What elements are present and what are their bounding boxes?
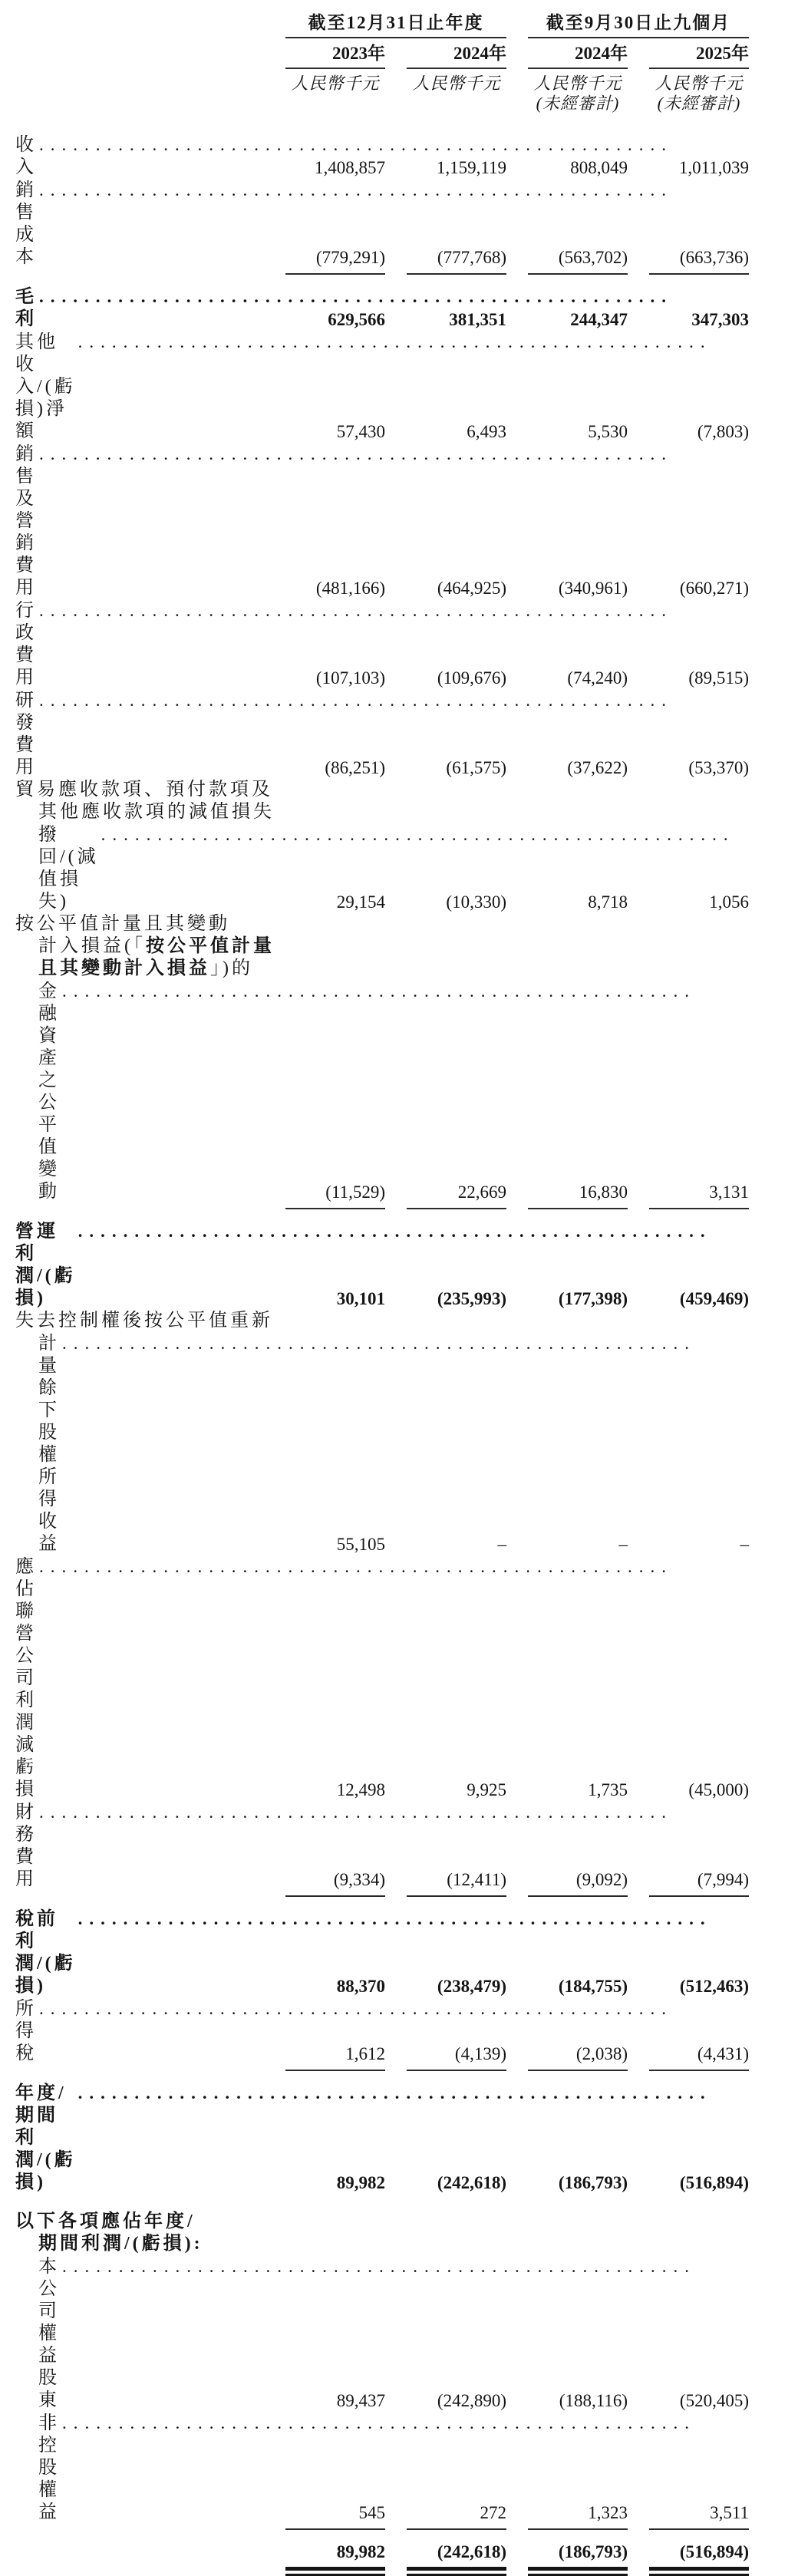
value-rd-expenses-col2: (61,575) — [446, 758, 506, 777]
row-label-line — [15, 935, 276, 958]
row-values — [285, 667, 749, 689]
label-text: 年度/期間利潤/(虧損) — [15, 2083, 76, 2192]
row-label — [15, 134, 276, 179]
row-label-line — [15, 958, 276, 980]
value-income-tax-col3: (2,038) — [528, 2043, 628, 2065]
value-remeasurement-gain-col3: – — [618, 1535, 628, 1554]
value-admin-expenses-col2: (109,676) — [437, 668, 506, 688]
value-profit-before-tax-col1: 88,370 — [336, 1977, 385, 1996]
row-label — [15, 1997, 276, 2065]
row-label — [15, 179, 276, 269]
row-values — [285, 1533, 749, 1555]
label-text: 毛利 — [15, 287, 37, 329]
label-text: 行政費用 — [15, 601, 37, 688]
row-values — [285, 1181, 749, 1203]
dot-leader — [62, 2412, 696, 2434]
value-cost-of-sales-col3: (563,702) — [528, 246, 628, 269]
label-text: 銷售及營銷費用 — [15, 444, 37, 598]
row-label-line — [15, 1220, 276, 1310]
dot-leader — [101, 823, 735, 846]
value-operating-profit-col3: (177,398) — [558, 1289, 628, 1308]
period-group-row — [285, 12, 798, 38]
value-revenue-col4: 1,011,039 — [678, 158, 749, 177]
label-text: 其他應收款項的減值損失 — [38, 802, 275, 822]
row-label — [15, 2255, 276, 2412]
value-profit-before-tax-col2: (238,479) — [437, 1977, 506, 1996]
row-label — [15, 913, 276, 1203]
value-total-profit-col1: 89,982 — [285, 2541, 385, 2563]
table-row-income-tax — [15, 1997, 798, 2065]
row-values — [285, 157, 749, 179]
value-non-controlling-interests-col1: 545 — [285, 2502, 385, 2524]
row-label — [15, 689, 276, 779]
value-other-income-net-col2: 6,493 — [467, 422, 506, 441]
row-label-line — [15, 2233, 276, 2255]
row-label — [15, 779, 276, 913]
note-col-2 — [407, 94, 506, 114]
table-row-profit-before-tax — [15, 1908, 798, 1997]
row-label-line — [15, 1555, 276, 1801]
value-fvtpl-fair-value-change-col1: (11,529) — [285, 1181, 385, 1203]
table-row-profit-for-period — [15, 2082, 798, 2194]
table-row-selling-marketing-expenses — [15, 443, 798, 599]
value-other-income-net-col4: (7,803) — [697, 422, 749, 441]
value-share-of-associates-col3: 1,735 — [588, 1780, 628, 1799]
table-row-finance-costs — [15, 1801, 798, 1891]
value-finance-costs-col4: (7,994) — [649, 1869, 749, 1891]
value-impairment-reversal-col1: 29,154 — [336, 892, 385, 912]
table-row-operating-profit — [15, 1220, 798, 1310]
dot-leader — [39, 689, 673, 711]
row-values — [285, 2502, 749, 2524]
row-values — [285, 2172, 749, 2194]
table-row-total-profit — [15, 2541, 798, 2563]
table-row-equity-shareholders — [15, 2255, 798, 2412]
dot-leader — [39, 443, 673, 465]
row-label — [15, 331, 276, 443]
value-selling-marketing-expenses-col3: (340,961) — [558, 579, 628, 598]
value-profit-for-period-col4: (516,894) — [679, 2173, 749, 2192]
table-row-cost-of-sales — [15, 179, 798, 269]
value-remeasurement-gain-col4: – — [740, 1535, 749, 1554]
row-label-line — [15, 823, 276, 913]
row-label-line — [15, 134, 276, 179]
row-label — [15, 2082, 276, 2194]
value-income-tax-col2: (4,139) — [407, 2043, 506, 2065]
label-text: 銷售成本 — [15, 180, 37, 267]
row-label — [15, 2412, 276, 2524]
table-row-admin-expenses — [15, 599, 798, 689]
row-values — [285, 1779, 749, 1801]
label-text: 貿易應收款項、預付款項及 — [15, 780, 273, 800]
row-label — [15, 1310, 276, 1555]
dot-leader — [39, 1801, 673, 1823]
row-values — [285, 757, 749, 779]
value-finance-costs-col1: (9,334) — [285, 1869, 385, 1891]
row-label-line — [15, 285, 276, 331]
label-text: 金融資產之公平值變動 — [38, 981, 60, 1202]
row-label — [15, 1801, 276, 1891]
label-text: 所得稅 — [15, 1999, 37, 2063]
row-values — [285, 1975, 749, 1997]
unit-col-2: 人民幣千元 — [412, 74, 501, 93]
value-finance-costs-col3: (9,092) — [528, 1869, 628, 1891]
label-text: 計入損益(「 — [38, 936, 146, 956]
row-label-line — [15, 913, 276, 935]
table-row-other-income-net — [15, 331, 798, 443]
row-values — [285, 2541, 749, 2563]
label-text: 按公平值計量且其變動 — [15, 914, 230, 934]
row-values — [285, 2390, 749, 2412]
value-profit-for-period-col1: 89,982 — [336, 2173, 385, 2192]
row-label-line — [15, 2255, 276, 2412]
row-label-line — [15, 779, 276, 801]
dot-leader — [39, 599, 673, 622]
year-header-row — [285, 38, 798, 69]
period-group-annual: 截至12月31日止年度 — [285, 12, 506, 38]
label-text: 按公平值計量 — [146, 936, 275, 956]
value-revenue-col2: 1,159,119 — [436, 158, 506, 177]
value-revenue-col3: 808,049 — [570, 158, 628, 177]
row-values — [285, 2043, 749, 2065]
label-text: 非控股權益 — [38, 2413, 60, 2522]
label-text: 本公司權益股東 — [38, 2257, 60, 2410]
dot-leader — [78, 1220, 712, 1242]
table-row-fvtpl-fair-value-change — [15, 913, 798, 1203]
dot-leader — [78, 2082, 712, 2104]
dot-leader — [39, 1997, 673, 2020]
label-text: 且其變動計入損益 — [38, 958, 210, 978]
row-values — [285, 308, 749, 331]
value-profit-before-tax-col4: (512,463) — [679, 1977, 749, 1996]
value-income-tax-col1: 1,612 — [285, 2043, 385, 2065]
label-text: 應佔聯營公司利潤減虧損 — [15, 1557, 37, 1799]
value-gross-profit-col4: 347,303 — [691, 310, 749, 329]
value-non-controlling-interests-col2: 272 — [407, 2502, 506, 2524]
year-col-3: 2024年 — [528, 38, 628, 69]
row-label-line — [15, 2211, 276, 2233]
value-equity-shareholders-col4: (520,405) — [679, 2391, 749, 2410]
table-row-impairment-reversal — [15, 779, 798, 913]
unit-header-row — [285, 69, 798, 94]
value-fvtpl-fair-value-change-col2: 22,669 — [407, 1181, 506, 1203]
table-row-gross-profit — [15, 285, 798, 331]
value-profit-for-period-col2: (242,618) — [437, 2173, 506, 2192]
value-selling-marketing-expenses-col2: (464,925) — [437, 579, 506, 598]
label-text: 計量餘下股權所得收益 — [38, 1334, 60, 1554]
value-total-profit-col2: (242,618) — [407, 2541, 506, 2563]
label-text: 」)的 — [210, 958, 253, 978]
row-label-line — [15, 1908, 276, 1997]
row-label — [15, 1908, 276, 1997]
table-header — [15, 12, 798, 114]
row-values — [285, 421, 749, 443]
row-label-line — [15, 1332, 276, 1555]
value-admin-expenses-col4: (89,515) — [688, 668, 749, 688]
dot-leader — [39, 285, 673, 308]
row-values — [285, 1288, 749, 1310]
value-profit-for-period-col3: (186,793) — [558, 2173, 628, 2192]
table-row-rd-expenses — [15, 689, 798, 779]
label-text: 稅前利潤/(虧損) — [15, 1909, 76, 1996]
value-cost-of-sales-col1: (779,291) — [285, 246, 385, 269]
row-values — [285, 891, 749, 913]
value-impairment-reversal-col2: (10,330) — [446, 892, 506, 912]
value-share-of-associates-col2: 9,925 — [467, 1780, 506, 1799]
value-rd-expenses-col3: (37,622) — [567, 758, 628, 777]
value-rd-expenses-col1: (86,251) — [325, 758, 385, 777]
value-revenue-col1: 1,408,857 — [315, 158, 385, 177]
label-text: 其他收入/(虧損)淨額 — [15, 332, 76, 441]
year-col-2: 2024年 — [407, 38, 506, 69]
note-col-3: (未經審計) — [536, 94, 620, 113]
value-equity-shareholders-col1: 89,437 — [336, 2391, 385, 2410]
label-text: 研發費用 — [15, 691, 37, 777]
year-col-1: 2023年 — [285, 38, 385, 69]
value-gross-profit-col1: 629,566 — [328, 310, 385, 329]
unit-col-4: 人民幣千元 — [655, 74, 744, 93]
row-values — [285, 246, 749, 269]
year-col-4: 2025年 — [649, 38, 749, 69]
value-fvtpl-fair-value-change-col3: 16,830 — [528, 1181, 628, 1203]
dot-leader — [39, 1555, 673, 1578]
row-label-line — [15, 980, 276, 1203]
value-gross-profit-col3: 244,347 — [570, 310, 628, 329]
row-label — [15, 1220, 276, 1310]
row-label-line — [15, 689, 276, 779]
row-label-line — [15, 1310, 276, 1332]
unit-col-1: 人民幣千元 — [291, 74, 380, 93]
unaudited-note-row — [285, 94, 798, 114]
table-row-share-of-associates — [15, 1555, 798, 1801]
row-label-line — [15, 599, 276, 689]
label-text: 營運利潤/(虧損) — [15, 1222, 76, 1308]
value-non-controlling-interests-col4: 3,511 — [649, 2502, 749, 2524]
period-group-nine-months: 截至9月30日止九個月 — [528, 12, 749, 38]
value-income-tax-col4: (4,431) — [649, 2043, 749, 2065]
value-non-controlling-interests-col3: 1,323 — [528, 2502, 628, 2524]
row-label-line — [15, 1997, 276, 2065]
value-admin-expenses-col3: (74,240) — [567, 668, 628, 688]
row-label-line — [15, 331, 276, 443]
label-text: 失去控制權後按公平值重新 — [15, 1311, 273, 1331]
row-label — [15, 285, 276, 331]
row-label-line — [15, 801, 276, 823]
row-label-line — [15, 2412, 276, 2524]
note-col-1 — [285, 94, 385, 114]
dot-leader — [62, 2255, 696, 2278]
row-label-line — [15, 443, 276, 599]
row-label-line — [15, 179, 276, 269]
value-share-of-associates-col1: 12,498 — [336, 1780, 385, 1799]
row-label — [15, 599, 276, 689]
table-row-non-controlling-interests — [15, 2412, 798, 2524]
value-operating-profit-col2: (235,993) — [437, 1289, 506, 1308]
value-share-of-associates-col4: (45,000) — [688, 1780, 749, 1799]
dot-leader — [78, 1908, 712, 1930]
unit-col-3: 人民幣千元 — [533, 74, 622, 93]
value-total-profit-col3: (186,793) — [528, 2541, 628, 2563]
row-label — [15, 2211, 276, 2255]
table-row-remeasurement-gain — [15, 1310, 798, 1555]
dot-leader — [62, 1332, 696, 1354]
value-other-income-net-col3: 5,530 — [588, 422, 628, 441]
value-finance-costs-col2: (12,411) — [407, 1869, 506, 1891]
value-profit-before-tax-col3: (184,755) — [558, 1977, 628, 1996]
value-equity-shareholders-col3: (188,116) — [559, 2391, 628, 2410]
value-selling-marketing-expenses-col1: (481,166) — [315, 579, 385, 598]
value-fvtpl-fair-value-change-col4: 3,131 — [649, 1181, 749, 1203]
row-label — [15, 1555, 276, 1801]
label-text: 撥回/(減值損失) — [38, 825, 99, 912]
value-remeasurement-gain-col1: 55,105 — [336, 1535, 385, 1554]
value-total-profit-col4: (516,894) — [649, 2541, 749, 2563]
value-selling-marketing-expenses-col4: (660,271) — [679, 579, 749, 598]
dot-leader — [39, 134, 673, 156]
value-cost-of-sales-col4: (663,736) — [649, 246, 749, 269]
value-rd-expenses-col4: (53,370) — [688, 758, 749, 777]
value-operating-profit-col4: (459,469) — [679, 1289, 749, 1308]
value-impairment-reversal-col3: 8,718 — [588, 892, 628, 912]
row-values — [285, 577, 749, 599]
value-gross-profit-col2: 381,351 — [449, 310, 506, 329]
table-row-revenue — [15, 134, 798, 179]
value-admin-expenses-col1: (107,103) — [315, 668, 385, 688]
value-remeasurement-gain-col2: – — [497, 1535, 506, 1554]
value-cost-of-sales-col2: (777,768) — [407, 246, 506, 269]
label-text: 收入 — [15, 135, 37, 177]
value-equity-shareholders-col2: (242,890) — [437, 2391, 506, 2410]
label-text: 以下各項應佔年度/ — [15, 2212, 196, 2231]
note-col-4: (未經審計) — [657, 94, 741, 113]
value-other-income-net-col1: 57,430 — [336, 422, 385, 441]
dot-leader — [78, 331, 712, 353]
value-operating-profit-col1: 30,101 — [336, 1289, 385, 1308]
table-row-attributable-heading — [15, 2211, 798, 2255]
label-text: 期間利潤/(虧損): — [38, 2234, 203, 2254]
value-impairment-reversal-col4: 1,056 — [709, 892, 749, 912]
label-text: 財務費用 — [15, 1803, 37, 1889]
dot-leader — [39, 179, 673, 201]
row-values — [285, 1869, 749, 1891]
row-label — [15, 443, 276, 599]
row-label-line — [15, 1801, 276, 1891]
table-body — [15, 134, 798, 2563]
row-label-line — [15, 2082, 276, 2194]
dot-leader — [62, 980, 696, 1002]
